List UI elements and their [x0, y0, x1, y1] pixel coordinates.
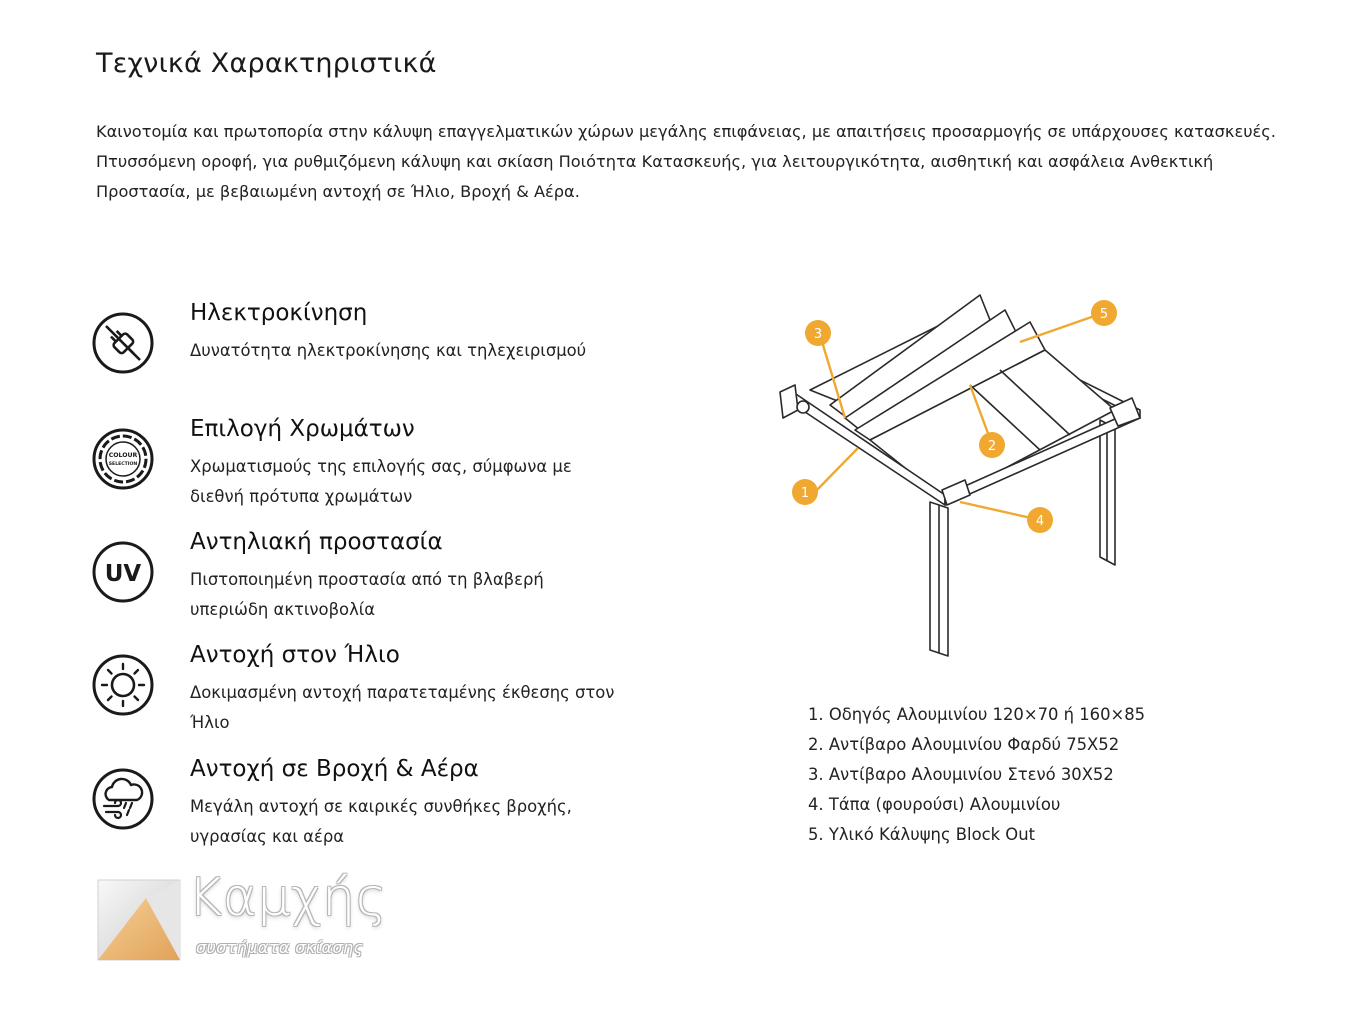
- intro-paragraph: Καινοτομία και πρωτοπορία στην κάλυψη επαγγελματικών χώρων μεγάλης επιφάνειας, με απαιτήσεις προσαρμογής σε υπάρχουσες κατασκευές. Πτυσσόμενη οροφή, για ρυθμιζόμενη κάλυψη και σκίαση Ποιότητα Κατασκευής, για λειτουργικότητα, αισθητική και ασφάλεια Ανθεκτική Προστασία, με βεβαιωμένη αντοχή σε Ήλιο, Βροχή & Αέρα.: [96, 122, 1276, 201]
- svg-text:3: 3: [813, 327, 823, 342]
- svg-text:1: 1: [800, 486, 810, 501]
- feature-rain-wind: [92, 756, 692, 868]
- page-title: Τεχνικά Χαρακτηριστικά: [96, 48, 437, 79]
- marker-1: [792, 479, 818, 505]
- legend-item: 4. Τάπα (φουρούσι) Αλουμινίου: [808, 795, 1061, 814]
- svg-text:COLOUR: COLOUR: [108, 452, 138, 459]
- marker-5: [1091, 300, 1117, 326]
- feature-description: Μεγάλη αντοχή σε καιρικές συνθήκες βροχής, υγρασίας και αέρα: [190, 797, 572, 846]
- logo-name: Καμχής: [188, 868, 387, 928]
- svg-text:UV: UV: [104, 561, 142, 587]
- feature-uv: [92, 529, 692, 641]
- feature-description: Χρωματισμούς της επιλογής σας, σύμφωνα με διεθνή πρότυπα χρωμάτων: [190, 457, 572, 506]
- marker-4: [1027, 507, 1053, 533]
- svg-text:2: 2: [987, 439, 997, 454]
- uv-protection-icon: [92, 541, 154, 603]
- feature-description: Πιστοποιημένη προστασία από τη βλαβερή υπεριώδη ακτινοβολία: [190, 570, 544, 619]
- colour-selection-icon: [92, 428, 154, 490]
- rain-wind-icon: [92, 768, 154, 830]
- company-logo: [96, 868, 416, 974]
- marker-3: [805, 320, 831, 346]
- feature-title: Αντοχή στον Ήλιο: [190, 642, 400, 668]
- feature-title: Αντοχή σε Βροχή & Αέρα: [190, 756, 479, 782]
- electric-plug-icon: [92, 312, 154, 374]
- feature-description: Δοκιμασμένη αντοχή παρατεταμένης έκθεσης στον Ήλιο: [190, 683, 615, 732]
- marker-2: [979, 432, 1005, 458]
- legend-item: 2. Αντίβαρο Αλουμινίου Φαρδύ 75Χ52: [808, 735, 1120, 754]
- legend-item: 3. Αντίβαρο Αλουμινίου Στενό 30Χ52: [808, 765, 1114, 784]
- feature-sun: [92, 642, 692, 754]
- parts-legend: [808, 700, 1145, 850]
- feature-title: Ηλεκτροκίνηση: [190, 300, 368, 326]
- feature-colours: [92, 416, 692, 528]
- svg-text:SELECTION: SELECTION: [108, 462, 138, 467]
- legend-item: 1. Οδηγός Αλουμινίου 120×70 ή 160×85: [808, 705, 1146, 724]
- svg-text:4: 4: [1035, 514, 1045, 529]
- feature-electric: [92, 300, 692, 412]
- sun-resistance-icon: [92, 654, 154, 716]
- feature-description: Δυνατότητα ηλεκτροκίνησης και τηλεχειρισμού: [190, 341, 587, 360]
- feature-title: Αντηλιακή προστασία: [190, 529, 443, 555]
- logo-tagline: συστήματα σκίασης: [196, 938, 364, 957]
- svg-text:5: 5: [1099, 307, 1109, 322]
- pergola-diagram: [770, 280, 1170, 670]
- logo-mark-icon: [96, 878, 186, 968]
- feature-title: Επιλογή Χρωμάτων: [190, 416, 415, 442]
- legend-item: 5. Υλικό Κάλυψης Block Out: [808, 825, 1036, 844]
